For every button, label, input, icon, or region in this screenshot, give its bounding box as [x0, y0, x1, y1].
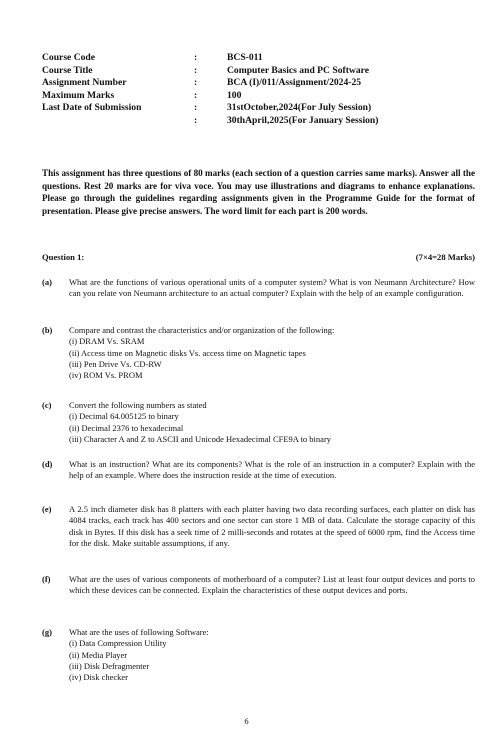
question-part-a [42, 277, 475, 300]
meta-label: Last Date of Submission [42, 102, 142, 114]
part-label: (c) [42, 400, 52, 410]
course-code-row: Course Code : BCS-011 [42, 52, 263, 63]
part-text: Convert the following numbers as stated [69, 400, 207, 410]
question-part-e [42, 504, 475, 550]
part-text: Compare and contrast the characteristics and/or organization of the following: [69, 325, 335, 335]
page-number: 6 [244, 716, 249, 726]
list-item: (ii) Decimal 2376 to hexadecimal [69, 422, 184, 433]
question-marks: (7×4=28 Marks) [415, 252, 475, 262]
list-item: (iii) Disk Defragmenter [69, 660, 150, 671]
list-item: (i) Data Compression Utility [69, 638, 167, 649]
list-item: (iv) ROM Vs. PROM [69, 369, 143, 380]
list-item: (ii) Media Player [69, 649, 128, 660]
part-text: What are the uses of following Software: [69, 627, 209, 637]
meta-label: Maximum Marks [42, 89, 115, 101]
meta-label: Assignment Number [42, 77, 127, 89]
meta-label: Course Code [42, 52, 96, 63]
meta-value: Computer Basics and PC Software [227, 64, 369, 76]
course-title-row: Course Title : Computer Basics and PC Software [42, 64, 369, 76]
part-label: (a) [42, 277, 52, 287]
submission-date-row-2: : 30thApril,2025(For January Session) [42, 115, 378, 128]
list-item: (ii) Access time on Magnetic disks Vs. access time on Magnetic tapes [69, 347, 306, 358]
question-part-g [42, 627, 475, 683]
list-item: (i) DRAM Vs. SRAM [69, 336, 145, 347]
list-item: (iii) Character A and Z to ASCII and Unicode Hexadecimal CFE9A to binary [69, 433, 332, 444]
part-text: What are the functions of various operational units of a computer system? What is von Neumann Architecture? How can you relate von Neumann architecture to an actual computer? Explain with the help of an example configuration. [69, 277, 475, 299]
part-label: (b) [42, 325, 53, 335]
meta-value: 31stOctober,2024(For July Session) [227, 102, 372, 114]
part-label: (f) [42, 574, 51, 584]
part-label: (e) [42, 504, 52, 514]
submission-date-row: Last Date of Submission : 31stOctober,2024(For July Session) [42, 102, 372, 114]
meta-value: BCS-011 [227, 52, 263, 63]
part-label: (d) [42, 459, 53, 469]
question-header [42, 252, 475, 262]
maximum-marks-row: Maximum Marks : 100 [42, 89, 242, 101]
meta-value: BCA (I)/011/Assignment/2024-25 [227, 77, 362, 89]
part-text: A 2.5 inch diameter disk has 8 platters with each platter having two data recording surfaces, each platter on disk has 4084 tracks, each track has 400 sectors and one sector can store 1 MB of data. Calculate the storage capacity of this disk in Bytes. If this disk has a seek time of 2 milli-seconds and rotates at the speed of 6000 rpm, find the Access time for the disk. Make suitable assumptions, if any. [69, 504, 475, 549]
question-part-d [42, 459, 475, 482]
question-title: Question 1: [42, 252, 85, 262]
list-item: (iv) Disk checker [69, 671, 129, 682]
list-item: (i) Decimal 64.005125 to binary [69, 411, 179, 422]
meta-label [42, 115, 194, 128]
assignment-number-row: Assignment Number : BCA (I)/011/Assignment/2024-25 [42, 77, 362, 89]
part-label: (g) [42, 627, 52, 637]
list-item: (iii) Pen Drive Vs. CD-RW [69, 358, 162, 369]
meta-label: Course Title [42, 64, 93, 76]
question-part-b [42, 325, 475, 381]
meta-value: 100 [227, 89, 242, 101]
part-text: What are the uses of various components of motherboard of a computer? List at least four output devices and ports to which these devices can be connected. Explain the characteristics of these output devices and ports. [69, 574, 475, 596]
question-part-f [42, 574, 475, 597]
course-info [42, 52, 378, 128]
question-part-c [42, 400, 475, 445]
meta-value: 30thApril,2025(For January Session) [227, 114, 379, 126]
assignment-instructions: This assignment has three questions of 80 marks (each section of a question carries same marks). Answer all the questions. Rest 20 marks are for viva voce. You may use illustrations and diagrams to enhance explanations. Please go through the guidelines regarding assignments given in the Programme Guide for the format of presentation. Please give precise answers. The word limit for each part is 200 words. [42, 168, 475, 216]
part-text: What is an instruction? What are its components? What is the role of an instruction in a computer? Explain with the help of an example. Where does the instruction reside at the time of execution. [69, 459, 475, 481]
